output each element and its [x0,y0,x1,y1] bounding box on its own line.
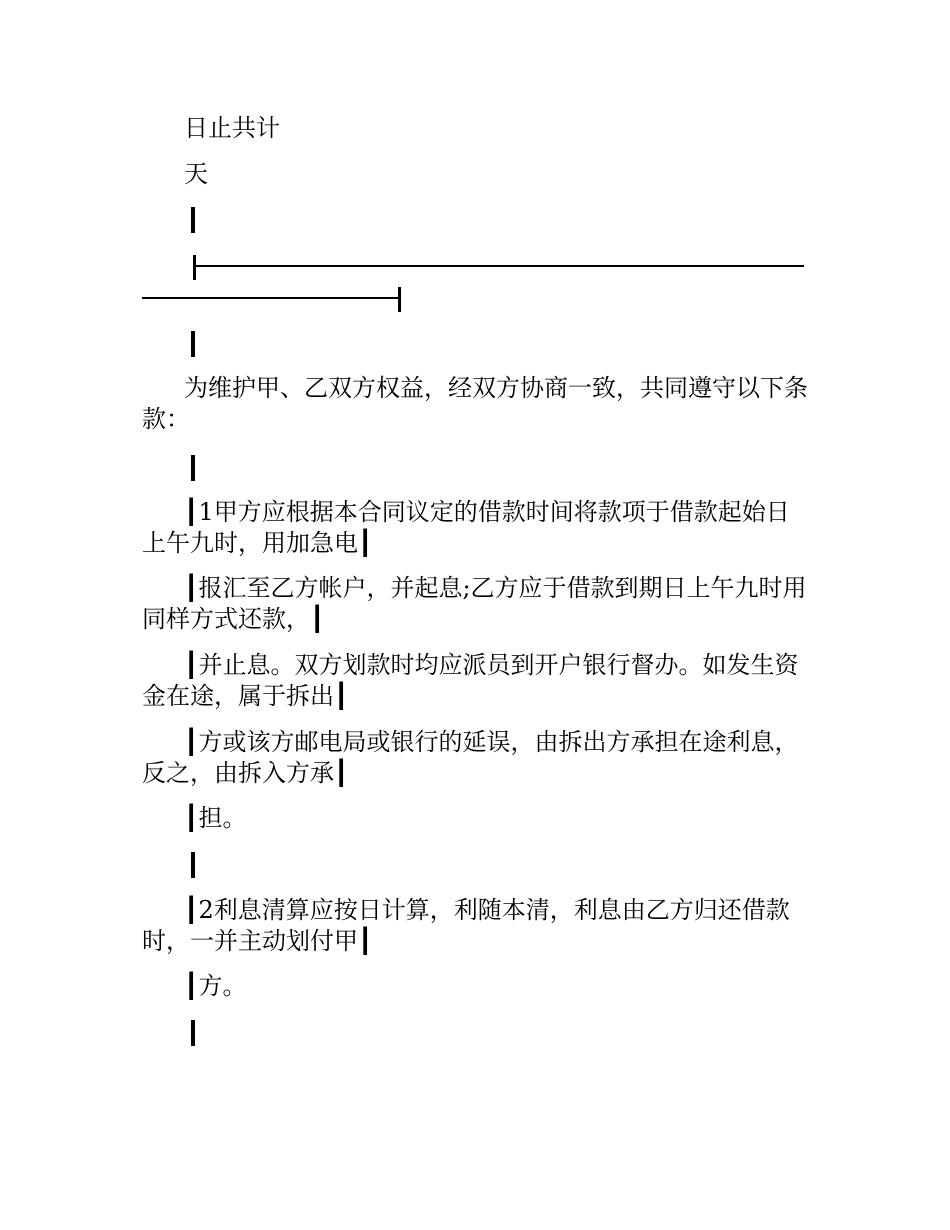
table-rule-right-tick [398,287,401,312]
clause-1-line-5: ┃担。 [184,804,247,832]
table-border-bar [191,1020,195,1046]
table-rule-left-tick [193,255,196,280]
table-border-bar [191,455,195,481]
clause-1-line-1: ┃1甲方应根据本合同议定的借款时间将款项于借款起始日上午九时，用加急电┃ [142,498,790,557]
table-horizontal-rule [195,265,804,267]
text-line-days-total: 日止共计 [184,114,280,142]
table-border-bar [191,331,195,357]
clause-1-line-3: ┃并止息。双方划款时均应派员到开户银行督办。如发生资金在途，属于拆出┃ [142,651,799,710]
table-horizontal-rule-continued [142,297,400,299]
clause-2-line-2: ┃方。 [184,972,247,1000]
intro-paragraph: 为维护甲、乙双方权益，经双方协商一致，共同遵守以下条款： [142,374,808,433]
clause-1-line-2: ┃报汇至乙方帐户，并起息;乙方应于借款到期日上午九时用同样方式还款，┃ [142,574,807,633]
text-line-day: 天 [184,160,208,188]
table-border-bar [191,207,195,233]
clause-2-line-1: ┃2利息清算应按日计算，利随本清，利息由乙方归还借款时，一并主动划付甲┃ [142,896,790,955]
clause-1-line-4: ┃方或该方邮电局或银行的延误，由拆出方承担在途利息，反之，由拆入方承┃ [142,728,799,787]
table-border-bar [191,852,195,878]
